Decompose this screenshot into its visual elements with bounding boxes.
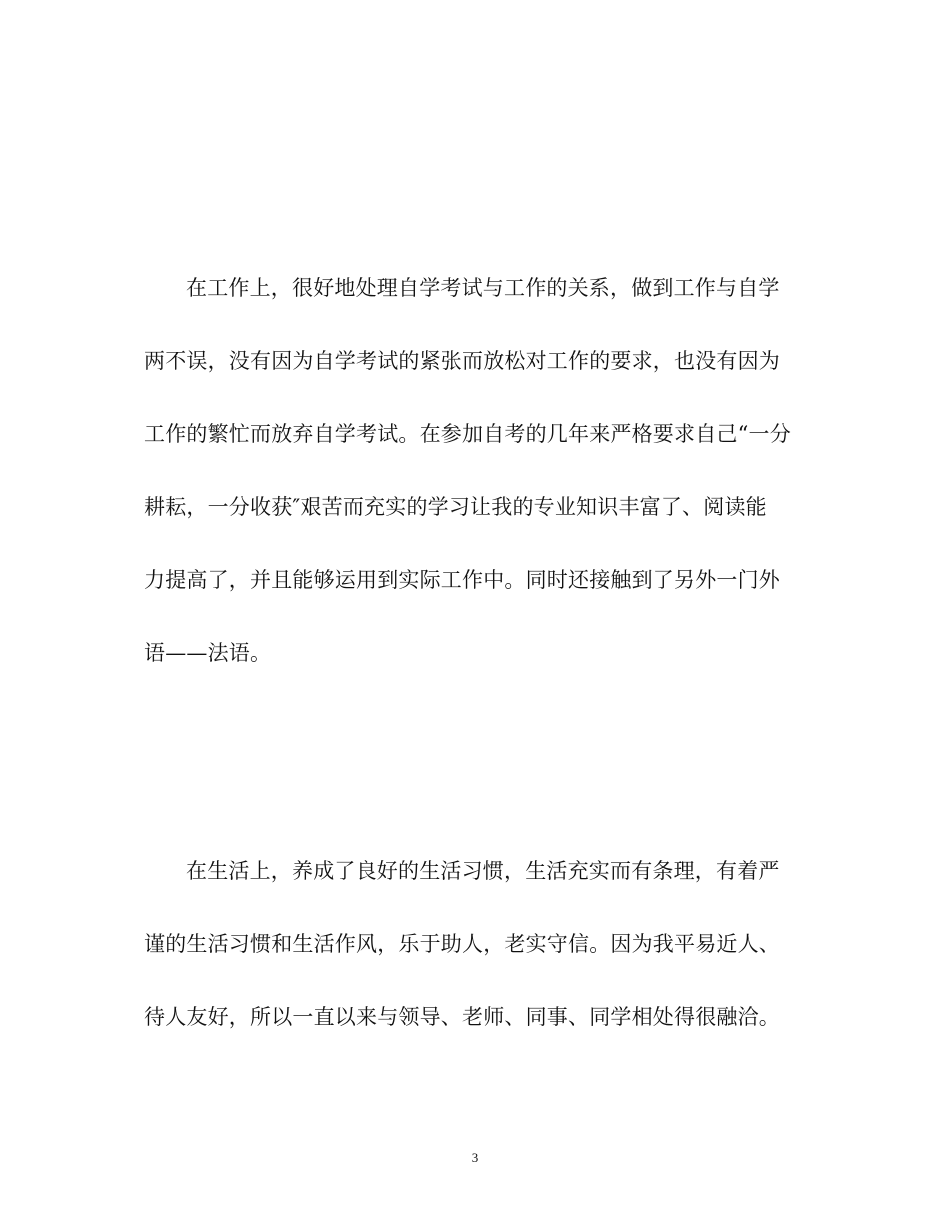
paragraph-line: 力提高了，并且能够运用到实际工作中。同时还接触到了另外一门外 [144,568,780,592]
paragraph-line: 耕耘，一分收获″艰苦而充实的学习让我的专业知识丰富了、阅读能 [144,495,767,519]
paragraph-line: 在工作上，很好地处理自学考试与工作的关系，做到工作与自学 [186,276,780,300]
paragraph-line: 谨的生活习惯和生活作风，乐于助人，老实守信。因为我平易近人、 [144,932,780,956]
page-number: 3 [471,1150,479,1165]
paragraph-line: 两不误，没有因为自学考试的紧张而放松对工作的要求，也没有因为 [144,349,780,373]
paragraph-line: 工作的繁忙而放弃自学考试。在参加自考的几年来严格要求自己“一分 [144,422,791,446]
paragraph-line: 在生活上，养成了良好的生活习惯，生活充实而有条理，有着严 [186,859,780,883]
paragraph-line: 待人友好，所以一直以来与领导、老师、同事、同学相处得很融洽。 [144,1005,780,1029]
paragraph-line: 语——法语。 [144,641,272,665]
